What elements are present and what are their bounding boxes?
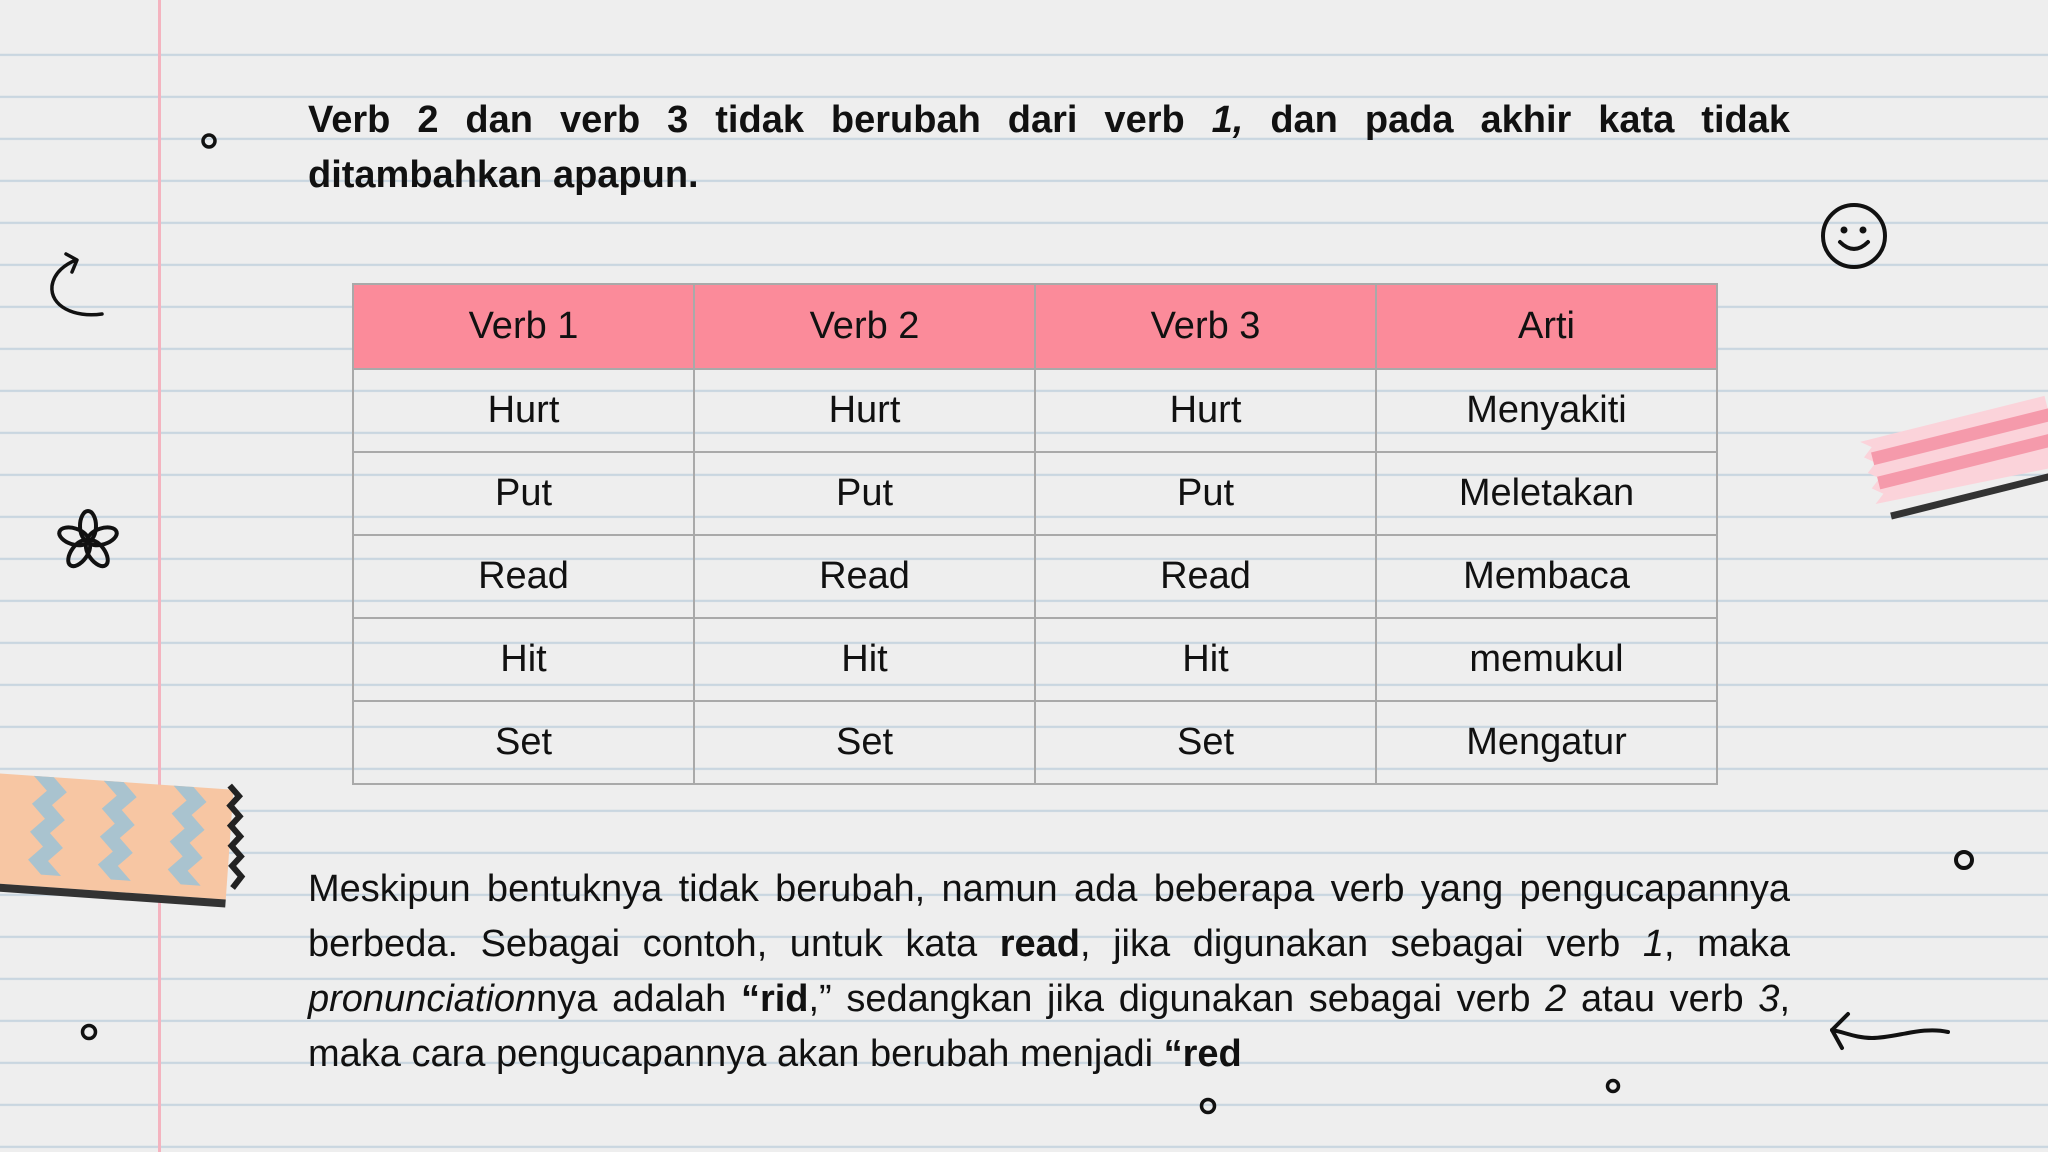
table-cell: Hit [353,618,694,701]
table-cell: Membaca [1376,535,1717,618]
curved-arrow-icon [44,248,106,320]
arrow-left-icon [1826,1008,1952,1060]
table-cell: Meletakan [1376,452,1717,535]
small-circle-icon [1604,1077,1622,1095]
table-cell: Put [353,452,694,535]
zigzag-tape [0,760,250,910]
table-cell: Read [1035,535,1376,618]
verb-table [352,283,1718,785]
table-cell: Hit [1035,618,1376,701]
table-cell: Set [353,701,694,784]
notebook-margin-line [158,0,161,1152]
header-verb3: Verb 3 [1035,284,1376,369]
table-cell: Mengatur [1376,701,1717,784]
table-cell: memukul [1376,618,1717,701]
smiley-icon [1818,200,1890,272]
table-cell: Put [1035,452,1376,535]
table-cell: Set [1035,701,1376,784]
table-cell: Hit [694,618,1035,701]
small-circle-icon [1198,1096,1218,1116]
table-cell: Put [694,452,1035,535]
table-cell: Set [694,701,1035,784]
table-header-row [353,284,1717,369]
table-row [353,701,1717,784]
flower-icon [52,505,124,577]
small-circle-icon [200,132,218,150]
small-circle-icon [1952,848,1976,872]
table-cell: Read [353,535,694,618]
table-cell: Hurt [694,369,1035,452]
table-cell: Hurt [353,369,694,452]
intro-text: Verb 2 dan verb 3 tidak berubah dari verb 1, dan pada akhir kata tidak ditambahkan apapun. [308,99,1790,196]
table-row [353,535,1717,618]
table-cell: Read [694,535,1035,618]
header-arti: Arti [1376,284,1717,369]
table-cell: Hurt [1035,369,1376,452]
small-circle-icon [79,1022,99,1042]
pink-stripe-tape [1858,378,2048,548]
explanation-paragraph: Meskipun bentuknya tidak berubah, namun ada beberapa verb yang pengucapannya berbeda. Sebagai contoh, untuk kata read, jika digunakan sebagai verb 1, maka pronunciationnya adalah “rid,” sedangkan jika digunakan sebagai verb 2 atau verb 3, maka cara pengucapannya akan berubah menjadi “red [308,868,1790,1075]
table-cell: Menyakiti [1376,369,1717,452]
table-row [353,369,1717,452]
header-verb2: Verb 2 [694,284,1035,369]
table-row [353,452,1717,535]
table-row [353,618,1717,701]
header-verb1: Verb 1 [353,284,694,369]
